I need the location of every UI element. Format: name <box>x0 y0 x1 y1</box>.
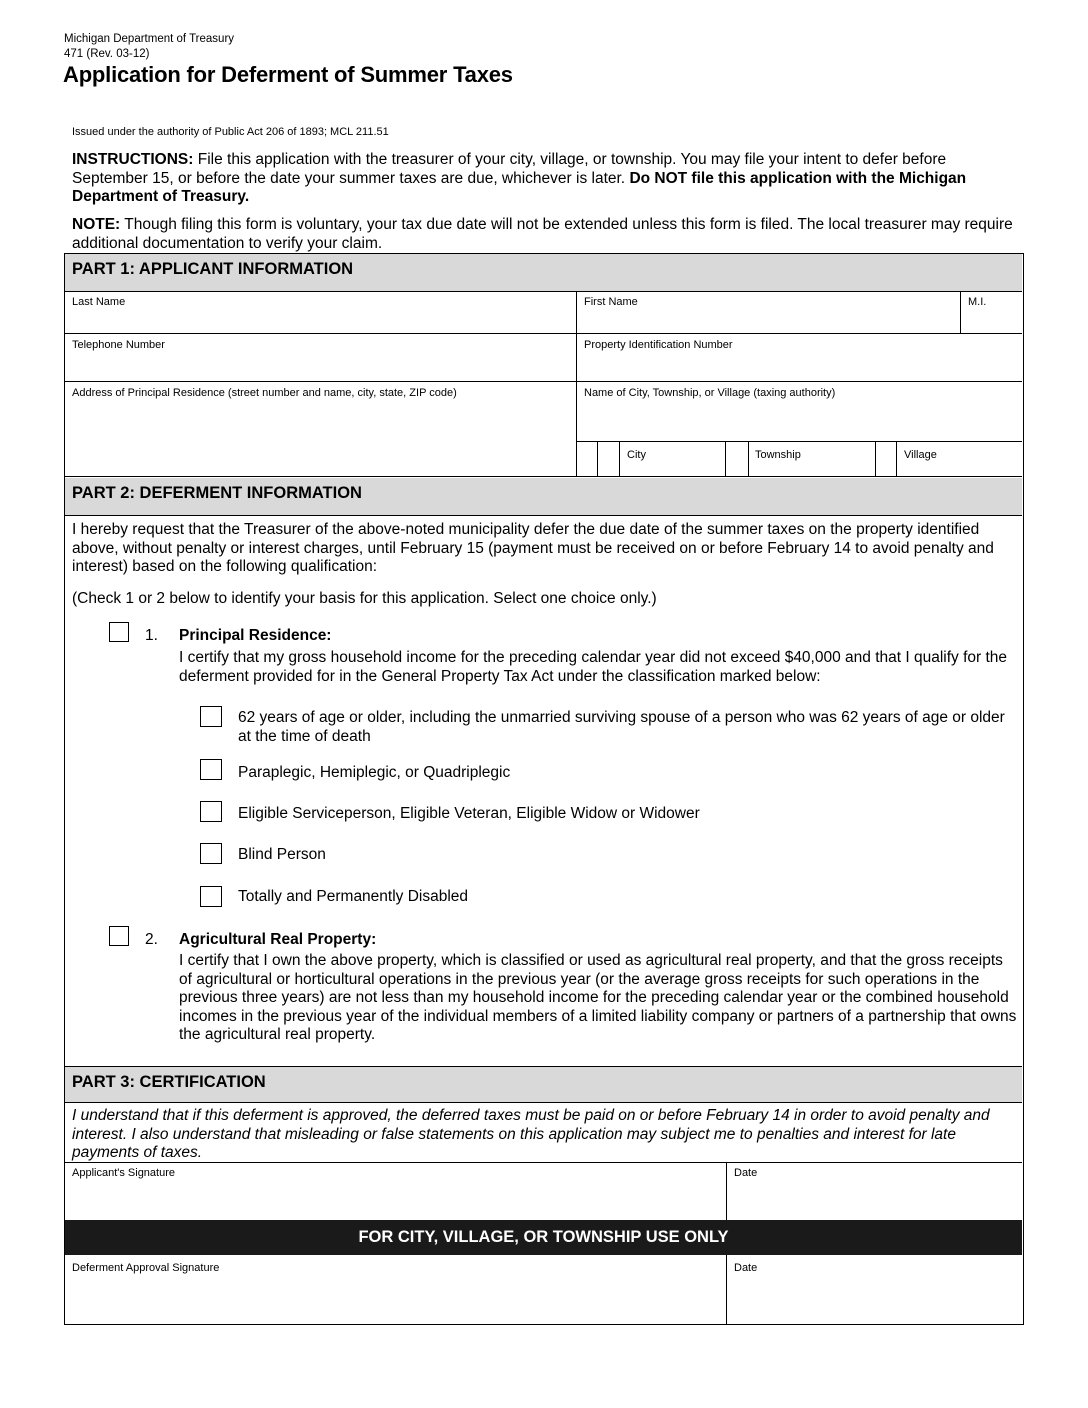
certification-statement: I understand that if this deferment is approved, the deferred taxes must be paid on or before February 14 in order to avoid penalty and interest. I also understand that misleading or false statements on this application may subject me to penalties and interest for late payments of taxes. <box>72 1107 990 1161</box>
application-form <box>64 253 1024 1325</box>
telephone-label: Telephone Number <box>72 339 165 351</box>
part1-heading: PART 1: APPLICANT INFORMATION <box>65 254 1022 291</box>
divider <box>619 441 620 477</box>
applicant-signature-field[interactable] <box>66 1163 725 1219</box>
divider <box>576 441 1022 442</box>
option1-title: Principal Residence: <box>179 627 332 644</box>
divider <box>65 515 1022 516</box>
divider <box>748 441 749 477</box>
disabled-checkbox[interactable] <box>200 886 222 907</box>
disabled-label: Totally and Permanently Disabled <box>238 888 469 905</box>
city-label: City <box>627 449 646 461</box>
approval-date-label: Date <box>734 1262 758 1274</box>
option1-number: 1. <box>145 627 158 644</box>
taxing-authority-field[interactable] <box>577 382 1021 441</box>
first-name-field[interactable] <box>577 292 960 333</box>
option2-number: 2. <box>145 931 158 948</box>
option1-text: I certify that my gross household income for the preceding calendar year did not exceed $40,000 and that I qualify for the deferment provided for in the General Property Tax Act under the classification marked below: <box>179 649 1008 685</box>
first-name-label: First Name <box>584 296 638 308</box>
applicant-signature-label: Applicant's Signature <box>72 1167 175 1179</box>
age-62-label: 62 years of age or older, including the unmarried surviving spouse of a person who was 62 years of age or older at the time of death <box>238 709 1005 745</box>
part3-heading: PART 3: CERTIFICATION <box>65 1067 1022 1102</box>
blind-label: Blind Person <box>238 846 326 863</box>
township-checkbox[interactable] <box>726 442 747 476</box>
page-title: Application for Deferment of Summer Taxes <box>63 62 513 87</box>
approval-date-field[interactable] <box>727 1256 1021 1323</box>
paraplegic-label: Paraplegic, Hemiplegic, or Quadriplegic <box>238 764 511 781</box>
village-label: Village <box>904 449 937 461</box>
mi-label: M.I. <box>968 296 987 308</box>
divider <box>896 441 897 477</box>
property-id-label: Property Identification Number <box>584 339 733 351</box>
mi-field[interactable] <box>961 292 1021 333</box>
applicant-date-field[interactable] <box>727 1163 1021 1219</box>
agency-name: Michigan Department of Treasury <box>64 33 235 45</box>
agricultural-checkbox[interactable] <box>109 926 129 946</box>
address-label: Address of Principal Residence (street number and name, city, state, ZIP code) <box>72 387 457 399</box>
last-name-label: Last Name <box>72 296 126 308</box>
option2-title: Agricultural Real Property: <box>179 931 377 948</box>
instructions-text: File this application with the treasurer of your city, village, or township. You may file your intent to defer before September 15, or before the date your summer taxes are due, whichever is later. <box>72 151 947 187</box>
check-note: (Check 1 or 2 below to identify your basis for this application. Select one choice only.) <box>72 590 657 607</box>
note-label: NOTE: <box>72 216 121 233</box>
address-field[interactable] <box>66 382 576 476</box>
taxing-authority-label: Name of City, Township, or Village (taxing authority) <box>584 387 836 399</box>
property-id-field[interactable] <box>577 334 1021 381</box>
last-name-field[interactable] <box>66 292 576 333</box>
serviceperson-label: Eligible Serviceperson, Eligible Veteran, Eligible Widow or Widower <box>238 805 700 822</box>
instructions-label: INSTRUCTIONS: <box>72 151 194 168</box>
telephone-field[interactable] <box>66 334 576 381</box>
instructions <box>72 151 1022 207</box>
agency-header <box>64 32 234 62</box>
applicant-date-label: Date <box>734 1167 758 1179</box>
instructions-bold-text: Do NOT file this application with the Michigan Department of Treasury. <box>72 169 967 205</box>
township-label: Township <box>755 449 801 461</box>
note <box>72 216 1022 253</box>
note-text: Though filing this form is voluntary, your tax due date will not be extended unless this form is filed. The local treasurer may require additional documentation to verify your claim. <box>72 216 1013 252</box>
authority-note: Issued under the authority of Public Act 206 of 1893; MCL 211.51 <box>72 126 389 138</box>
approval-signature-label: Deferment Approval Signature <box>72 1262 220 1274</box>
divider <box>65 476 1022 477</box>
divider <box>65 1102 1022 1103</box>
option2-text: I certify that I own the above property, which is classified or used as agricultural real property, and that the gross receipts of agricultural or horticultural operations in the previous year (or the average gross receipts for such operations in the previous three years) are not less than my household income for the preceding calendar year or the combined household incomes in the previous year of the individual members of a limited liability company or partners of a partnership that owns the agricultural real property. <box>179 952 1017 1043</box>
approval-signature-field[interactable] <box>66 1256 725 1323</box>
village-checkbox[interactable] <box>876 442 896 476</box>
principal-residence-checkbox[interactable] <box>109 622 129 642</box>
part2-heading: PART 2: DEFERMENT INFORMATION <box>65 478 1022 515</box>
blind-checkbox[interactable] <box>200 843 222 864</box>
city-checkbox[interactable] <box>598 442 619 476</box>
age-62-checkbox[interactable] <box>200 706 222 727</box>
official-use-heading: FOR CITY, VILLAGE, OR TOWNSHIP USE ONLY <box>65 1220 1022 1255</box>
deferment-request: I hereby request that the Treasurer of the above-noted municipality defer the due date of the summer taxes on the property identified above, without penalty or interest charges, until February 15 (payment must be received on or before February 14 to avoid penalty and interest) based on the following qualification: <box>72 521 994 575</box>
form-revision: 471 (Rev. 03-12) <box>64 48 150 60</box>
serviceperson-checkbox[interactable] <box>200 801 222 822</box>
paraplegic-checkbox[interactable] <box>200 759 222 780</box>
